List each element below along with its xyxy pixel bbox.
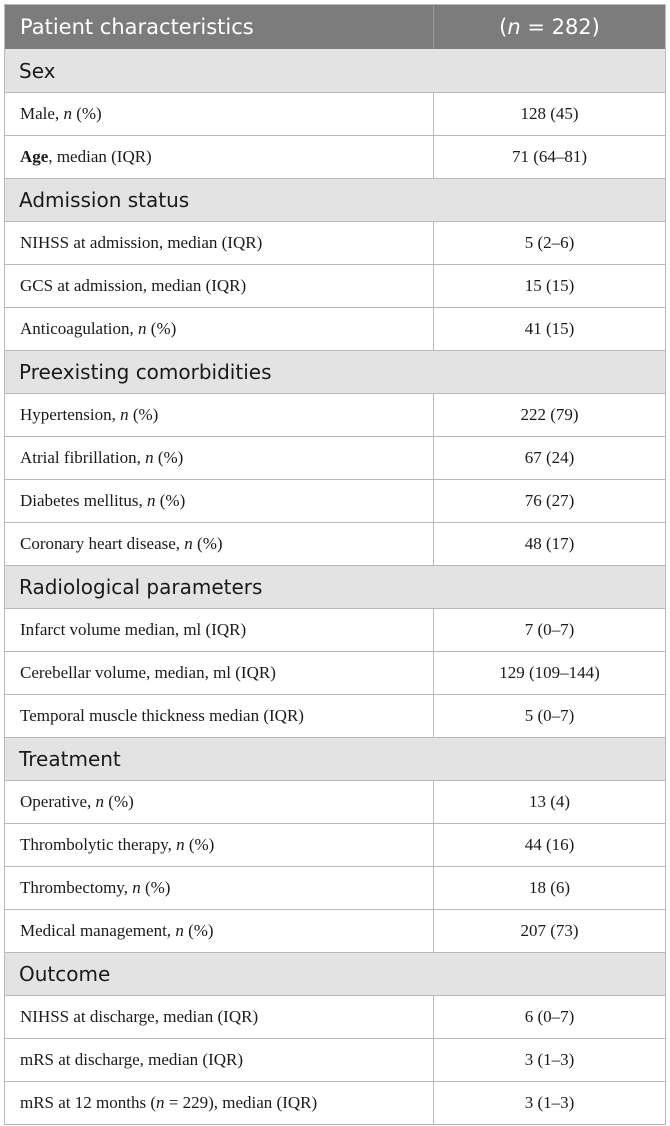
row-label-suffix: (%) xyxy=(71,104,102,123)
section-header-row xyxy=(5,350,665,393)
table-row xyxy=(5,264,665,307)
row-label-italic-n: n xyxy=(176,835,185,854)
row-label xyxy=(5,265,433,307)
row-label-text: NIHSS at admission, median (IQR) xyxy=(20,233,263,252)
row-label xyxy=(5,222,433,264)
row-label-text: Male, xyxy=(20,104,64,123)
row-label-italic-n: n xyxy=(147,491,156,510)
row-label-suffix: (%) xyxy=(184,835,215,854)
table-row xyxy=(5,92,665,135)
section-title: Preexisting comorbidities xyxy=(19,360,272,384)
row-label-italic-n: n xyxy=(138,319,147,338)
table-body xyxy=(5,49,665,1124)
row-value: 44 (16) xyxy=(433,824,665,866)
row-label-text: Anticoagulation, xyxy=(20,319,139,338)
row-value: 41 (15) xyxy=(433,308,665,350)
row-label xyxy=(5,136,433,178)
table-row xyxy=(5,135,665,178)
header-count-open: ( xyxy=(499,15,508,39)
row-label-text: Medical management, xyxy=(20,921,176,940)
table-header-row xyxy=(5,5,665,49)
table-row xyxy=(5,1081,665,1124)
table-row xyxy=(5,909,665,952)
row-label-suffix: (%) xyxy=(140,878,171,897)
header-count-n: n xyxy=(507,15,521,39)
row-label-text: Infarct volume median, ml (IQR) xyxy=(20,620,247,639)
section-title: Admission status xyxy=(19,188,190,212)
row-label-italic-n: n xyxy=(184,534,193,553)
table-row xyxy=(5,995,665,1038)
table-row xyxy=(5,823,665,866)
row-label xyxy=(5,437,433,479)
row-label-text: Atrial fibrillation, xyxy=(20,448,146,467)
table-row xyxy=(5,866,665,909)
table-row xyxy=(5,307,665,350)
section-title: Radiological parameters xyxy=(19,575,263,599)
table-row xyxy=(5,780,665,823)
row-value: 5 (0–7) xyxy=(433,695,665,737)
section-header-row xyxy=(5,737,665,780)
row-label-italic-n: n xyxy=(132,878,141,897)
row-label-suffix: (%) xyxy=(155,491,186,510)
row-label-text: Diabetes mellitus, xyxy=(20,491,148,510)
row-label-bold: Age xyxy=(20,147,49,166)
row-label-suffix: , median (IQR) xyxy=(48,147,152,166)
row-label-italic-n: n xyxy=(120,405,129,424)
row-label xyxy=(5,1082,433,1124)
row-value: 5 (2–6) xyxy=(433,222,665,264)
row-value: 3 (1–3) xyxy=(433,1039,665,1081)
row-label-suffix: (%) xyxy=(128,405,159,424)
row-label xyxy=(5,695,433,737)
row-label-italic-n: n xyxy=(156,1093,165,1112)
row-label-italic-n: n xyxy=(145,448,154,467)
section-header-row xyxy=(5,952,665,995)
row-value: 3 (1–3) xyxy=(433,1082,665,1124)
row-label xyxy=(5,652,433,694)
row-label xyxy=(5,93,433,135)
table-row xyxy=(5,221,665,264)
row-label-text: NIHSS at discharge, median (IQR) xyxy=(20,1007,259,1026)
header-col-count xyxy=(433,5,665,49)
table-row xyxy=(5,522,665,565)
patient-characteristics-table xyxy=(4,4,666,1125)
row-label xyxy=(5,394,433,436)
section-title: Sex xyxy=(19,58,56,83)
header-col-characteristics: Patient characteristics xyxy=(20,15,254,39)
row-label xyxy=(5,996,433,1038)
row-value: 15 (15) xyxy=(433,265,665,307)
row-value: 76 (27) xyxy=(433,480,665,522)
section-title: Treatment xyxy=(19,747,121,771)
row-label-text: Thrombectomy, xyxy=(20,878,133,897)
row-label xyxy=(5,910,433,952)
header-count-rest: = 282) xyxy=(520,15,600,39)
row-label-suffix: (%) xyxy=(192,534,223,553)
table-row xyxy=(5,651,665,694)
row-value: 71 (64–81) xyxy=(433,136,665,178)
section-header-row xyxy=(5,49,665,92)
row-value: 128 (45) xyxy=(433,93,665,135)
row-label-text: Thrombolytic therapy, xyxy=(20,835,177,854)
row-label-suffix: (%) xyxy=(153,448,184,467)
row-label-text: Coronary heart disease, xyxy=(20,534,185,553)
section-header-row xyxy=(5,565,665,608)
row-label-text: Hypertension, xyxy=(20,405,121,424)
row-value: 222 (79) xyxy=(433,394,665,436)
table-row xyxy=(5,694,665,737)
table-row xyxy=(5,393,665,436)
section-title: Outcome xyxy=(19,962,111,986)
table-row xyxy=(5,1038,665,1081)
row-label xyxy=(5,609,433,651)
row-label-italic-n: n xyxy=(95,792,105,811)
row-value: 18 (6) xyxy=(433,867,665,909)
row-label xyxy=(5,480,433,522)
row-value: 48 (17) xyxy=(433,523,665,565)
row-label-text: mRS at 12 months ( xyxy=(20,1093,157,1112)
row-label xyxy=(5,1039,433,1081)
row-label-text: Temporal muscle thickness median (IQR) xyxy=(20,706,304,725)
row-value: 67 (24) xyxy=(433,437,665,479)
row-label-text: Cerebellar volume, median, ml (IQR) xyxy=(20,663,276,682)
row-label-suffix: = 229), median (IQR) xyxy=(164,1093,318,1112)
row-value: 7 (0–7) xyxy=(433,609,665,651)
row-label-text: Operative, xyxy=(20,792,96,811)
row-value: 129 (109–144) xyxy=(433,652,665,694)
row-label-italic-n: n xyxy=(63,104,72,123)
row-label xyxy=(5,523,433,565)
row-label-suffix: (%) xyxy=(104,792,134,811)
row-label-text: GCS at admission, median (IQR) xyxy=(20,276,247,295)
row-label-italic-n: n xyxy=(175,921,184,940)
row-label-suffix: (%) xyxy=(183,921,214,940)
table-row xyxy=(5,479,665,522)
table-row xyxy=(5,436,665,479)
row-label xyxy=(5,867,433,909)
row-value: 207 (73) xyxy=(433,910,665,952)
row-label xyxy=(5,781,433,823)
row-value: 13 (4) xyxy=(433,781,665,823)
row-label-suffix: (%) xyxy=(146,319,177,338)
row-label xyxy=(5,824,433,866)
row-label xyxy=(5,308,433,350)
row-label-text: mRS at discharge, median (IQR) xyxy=(20,1050,244,1069)
row-value: 6 (0–7) xyxy=(433,996,665,1038)
section-header-row xyxy=(5,178,665,221)
table-row xyxy=(5,608,665,651)
